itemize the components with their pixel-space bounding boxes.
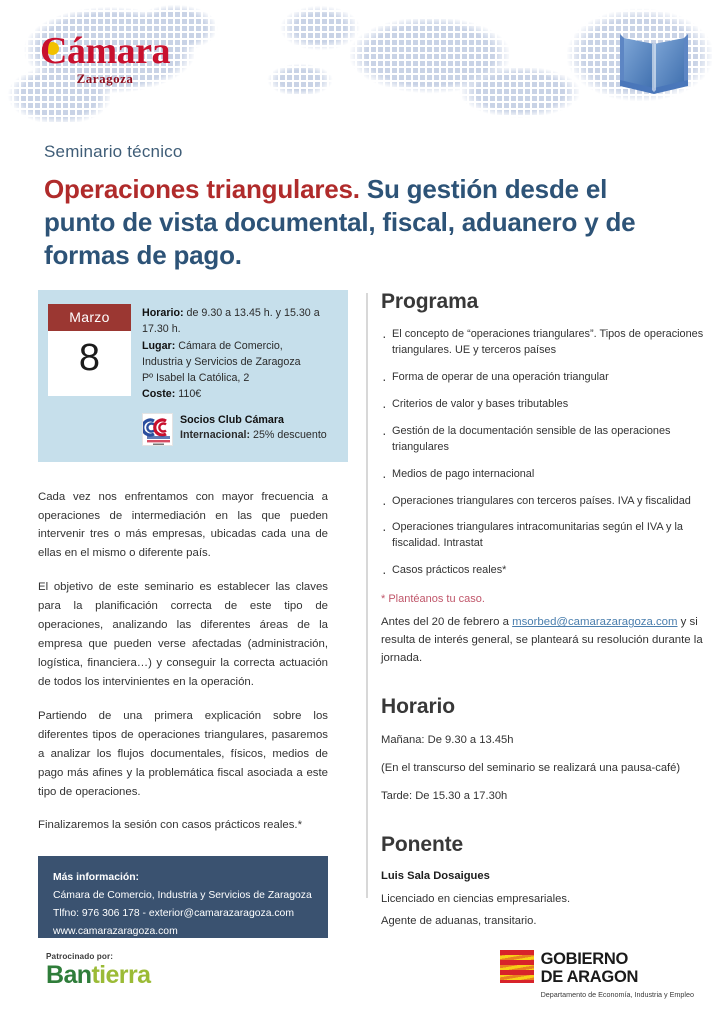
page-title-highlight: Operaciones triangulares. [44, 174, 360, 204]
program-item: · Forma de operar de una operación triangular [381, 370, 706, 386]
gobierno-aragon-logo [500, 950, 694, 1000]
more-info-line-2[interactable]: Tlfno: 976 306 178 - exterior@camarazaragoza.com [53, 908, 294, 920]
logo-word: ámara [66, 30, 170, 72]
event-place-line2: Industria y Servicios de Zaragoza [142, 355, 301, 368]
club-line2-label: Internacional: [180, 429, 251, 442]
club-line2 [180, 428, 327, 444]
club-discount-row [142, 413, 336, 446]
event-schedule-label: Horario: [142, 307, 184, 320]
event-cost-label: Coste: [142, 388, 176, 401]
page-title-rest: Su gestión desde el punto de vista documental, fiscal, aduanero y de formas de pago. [44, 174, 636, 271]
logo-initial: C [40, 30, 67, 72]
club-camara-internacional-logo [142, 413, 173, 446]
event-schedule-row [142, 305, 336, 338]
bantierra-logo-part1: Ban [46, 961, 92, 989]
horario-afternoon: Tarde: De 15.30 a 17.30h [381, 789, 508, 802]
event-cost-row [142, 386, 336, 402]
horario-morning: Mañana: De 9.30 a 13.45h [381, 734, 514, 747]
left-column [0, 290, 366, 959]
event-schedule-value: de 9.30 a 13.45 h. y 15.30 a 17.30 h. [142, 307, 320, 336]
right-column [381, 290, 706, 959]
event-place-line3: Pº Isabel la Católica, 2 [142, 372, 250, 385]
logo-wordmark [40, 32, 170, 70]
event-place-row [142, 338, 336, 354]
submission-instructions [381, 614, 706, 667]
program-list [381, 327, 706, 579]
page-title [44, 173, 680, 272]
program-item: · Gestión de la documentación sensible de las operaciones triangulares [381, 424, 706, 456]
event-details-box [38, 290, 348, 462]
event-info-text [142, 304, 336, 446]
horario-break-note: (En el transcurso del seminario se realizará una pausa-café) [381, 762, 681, 774]
calendar-widget [48, 304, 131, 396]
intro-paragraph: Finalizaremos la sesión con casos prácticos reales.* [38, 819, 302, 832]
intro-paragraph: Cada vez nos enfrentamos con mayor frecuencia a operaciones de intermediación en las que pueden intervenir tres o más empresas, ubicadas cada una de ellas en el mismo o diferente país. [38, 490, 328, 560]
event-info-lines [142, 304, 336, 403]
section-heading-ponente: Ponente [381, 832, 464, 856]
program-item: · Casos prácticos reales* [381, 563, 706, 579]
speaker-credential: Agente de aduanas, transitario. [381, 914, 537, 927]
intro-paragraph: Partiendo de una primera explicación sobre los diferentes tipos de operaciones triangulares, pasaremos a analizar los flujos documentales, físicos, medios de pago más afines y la problemática fiscal asociada a este tipo de operaciones. [38, 709, 328, 798]
column-divider [366, 293, 368, 898]
sponsor-block [46, 952, 150, 988]
gobierno-department: Departamento de Economía, Industria y Empleo [540, 990, 694, 999]
kicker-seminario-tecnico: Seminario técnico [44, 142, 183, 161]
submission-text-after: y si resulta de interés general, se planteará su resolución durante la jornada. [381, 616, 703, 664]
sponsor-label: Patrocinado por: [46, 952, 114, 961]
program-item: · Operaciones triangulares intracomunitarias según el IVA y la fiscalidad. Intrastat [381, 520, 706, 552]
open-book-icon [616, 22, 692, 98]
speaker-credential: Licenciado en ciencias empresariales. [381, 892, 571, 905]
bantierra-logo [46, 963, 150, 988]
more-info-line-3[interactable]: www.camarazaragoza.com [53, 926, 178, 938]
speaker-name: Luis Sala Dosaigues [381, 869, 490, 882]
plantéanos-tu-caso-note: * Plantéanos tu caso. [381, 593, 485, 606]
page-footer [0, 938, 724, 1024]
event-place-label: Lugar: [142, 339, 176, 352]
gobierno-aragon-text [541, 950, 694, 1000]
calendar-day: 8 [78, 337, 101, 380]
calendar-month: Marzo [48, 304, 131, 331]
gobierno-line1: GOBIERNO [540, 950, 629, 968]
section-heading-programa: Programa [381, 290, 479, 314]
aragon-flag-icon [500, 950, 534, 983]
program-item: · Operaciones triangulares con terceros países. IVA y fiscalidad [381, 494, 706, 510]
more-info-line-1: Cámara de Comercio, Industria y Servicios de Zaragoza [53, 890, 312, 902]
gobierno-line2: DE ARAGON [540, 967, 639, 986]
program-item: · Medios de pago internacional [381, 467, 706, 483]
intro-paragraphs [38, 488, 328, 836]
submission-text-before: Antes del 20 de febrero a [381, 616, 513, 629]
program-item: · Criterios de valor y bases tributables [381, 397, 706, 413]
program-item: · El concepto de “operaciones triangulares”. Tipos de operaciones triangulares. UE y terceros países [381, 327, 706, 359]
camara-zaragoza-logo [40, 32, 170, 87]
club-discount-text [180, 413, 327, 444]
page-header [0, 0, 724, 122]
logo-city: Zaragoza [76, 71, 134, 86]
more-info-title: Más información: [53, 872, 140, 884]
intro-paragraph: El objetivo de este seminario es establecer las claves para la planificación correcta de este tipo de operaciones, analizando las diferentes áreas de la empresa que pueden verse afectadas (administración, logística, financiera…) y conseguir la correcta actuación de todos los intervinientes en la operación. [38, 581, 328, 688]
content-columns [0, 290, 724, 959]
club-line1: Socios Club Cámara [180, 413, 284, 426]
bantierra-logo-part2: tierra [91, 961, 151, 989]
club-line2-value: 25% descuento [250, 429, 327, 442]
section-heading-horario: Horario [381, 695, 455, 719]
contact-email-link[interactable]: msorbed@camarazaragoza.com [512, 616, 678, 629]
event-place-value: Cámara de Comercio, [175, 339, 283, 352]
event-cost-value: 110€ [175, 388, 202, 401]
